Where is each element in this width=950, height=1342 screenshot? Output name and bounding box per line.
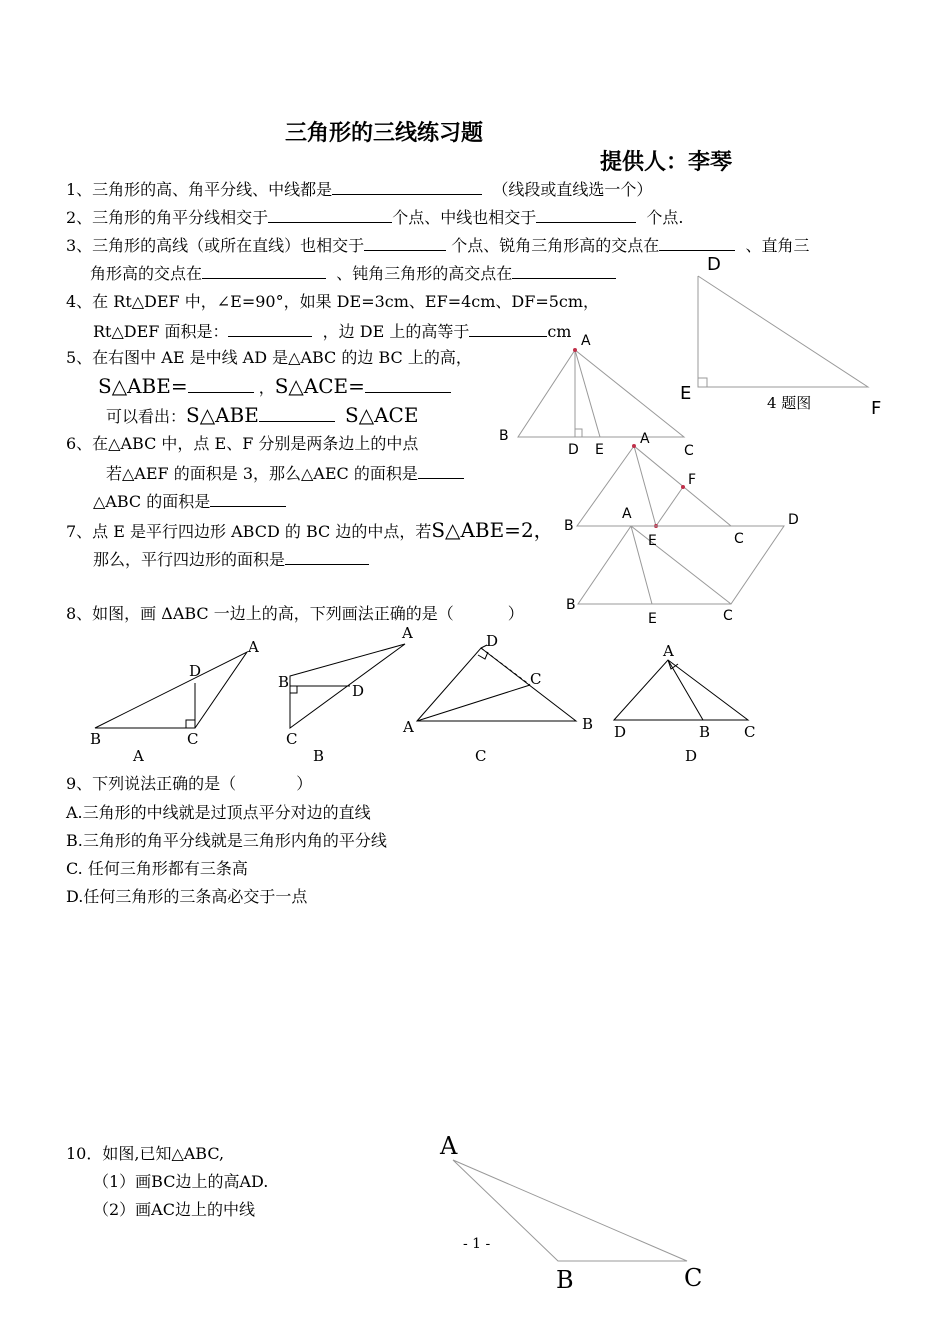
fig8b-caption: B: [313, 747, 325, 765]
q8-part-a: 8、如图，画 ΔABC 一边上的高，下列画法正确的是（: [66, 604, 454, 623]
page-number: - 1 -: [463, 1236, 491, 1252]
fig8c-caption: C: [475, 747, 487, 765]
author-line: 提供人：李琴: [600, 149, 733, 175]
fig8c-label-b: B: [582, 715, 594, 733]
fig4-triangle: [698, 276, 868, 387]
fig10-triangle: [453, 1160, 687, 1261]
page-title: 三角形的三线练习题: [285, 120, 484, 146]
q7-part-b: 那么，平行四边形的面积是: [93, 550, 286, 569]
fig7-label-d: D: [788, 512, 799, 528]
q5-s-abe-2: S△ABE: [186, 403, 259, 427]
fig7-label-b: B: [566, 597, 576, 613]
question-10-line-2: （1）画BC边上的高AD.: [93, 1172, 269, 1191]
q5-s-ace: S△ACE=: [274, 374, 365, 398]
fig6-label-e: E: [648, 533, 657, 549]
q7-s-abe: S△ABE=2，: [431, 518, 554, 542]
fig10-label-c: C: [684, 1264, 703, 1292]
fig7-parallelogram: [578, 526, 784, 604]
fig8d-label-d: D: [614, 723, 627, 741]
q5-part-a: 5、在右图中 AE 是中线 AD 是△ABC 的边 BC 上的高，: [66, 348, 472, 367]
fig8a-label-a: A: [248, 638, 259, 656]
q5-see: 可以看出：: [106, 407, 187, 426]
q9-part-a: 9、下列说法正确的是（: [66, 774, 237, 793]
fig4-label-f: F: [871, 398, 882, 419]
fig8c-triangle: [417, 645, 576, 721]
q3-part-e: 、钝角三角形的高交点在: [336, 264, 513, 283]
fig5-label-b: B: [499, 428, 509, 444]
q1-text: 1、三角形的高、角平分线、中线都是: [66, 180, 333, 199]
q1-tail: （线段或直线选一个）: [492, 180, 653, 199]
q4-part-d: cm: [547, 322, 572, 341]
fig8a-caption: A: [133, 747, 144, 765]
fig8a-triangle: [95, 652, 247, 728]
fig8d-triangle: [614, 660, 748, 720]
fig8d-label-b: B: [699, 723, 711, 741]
fig6-label-a: A: [640, 431, 650, 447]
fig8a-label-c: C: [187, 730, 199, 748]
fig8b-label-b: B: [278, 673, 290, 691]
fig8a-label-d: D: [189, 662, 202, 680]
q4-part-c: ，边 DE 上的高等于: [322, 322, 470, 341]
fig8d-caption: D: [685, 747, 698, 765]
q2-part-c: 个点.: [646, 208, 684, 227]
fig6-triangle: [577, 446, 731, 526]
fig7-label-a: A: [622, 506, 632, 522]
fig10-label-b: B: [556, 1266, 574, 1294]
fig8d-label-c: C: [744, 723, 756, 741]
q3-part-b: 个点、锐角三角形高的交点在: [451, 236, 660, 255]
fig5-label-c: C: [684, 443, 694, 459]
fig8c-label-a: A: [403, 718, 414, 736]
fig5-label-d: D: [568, 442, 579, 458]
q4-part-b: Rt△DEF 面积是：: [93, 322, 229, 341]
q6-part-c: △ABC 的面积是: [93, 492, 211, 511]
fig8d-label-a: A: [663, 642, 674, 660]
fig4-label-e: E: [680, 383, 692, 404]
q9-option-c: C. 任何三角形都有三条高: [66, 859, 248, 878]
fig8a-label-b: B: [90, 730, 102, 748]
fig4-label-d: D: [707, 254, 721, 275]
fig6-label-f: F: [688, 472, 697, 488]
fig5-point-a: [573, 348, 577, 352]
fig5-triangle: [518, 350, 684, 437]
fig6-label-b: B: [564, 518, 574, 534]
q3-part-c: 、直角三: [745, 236, 810, 255]
fig10-label-a: A: [440, 1132, 458, 1160]
q2-part-a: 2、三角形的角平分线相交于: [66, 208, 269, 227]
q6-part-b: 若△AEF 的面积是 3，那么△AEC 的面积是: [106, 464, 418, 483]
q6-part-a: 6、在△ABC 中，点 E、F 分别是两条边上的中点: [66, 434, 419, 453]
fig8b-triangle: [290, 644, 405, 728]
fig5-label-a: A: [581, 333, 591, 349]
q9-part-b: ）: [296, 774, 313, 793]
q5-s-ace-2: S△ACE: [345, 403, 419, 427]
q5-comma: ，: [258, 378, 275, 397]
fig8c-label-c: C: [530, 670, 542, 688]
question-10-line-3: （2）画AC边上的中线: [93, 1200, 255, 1219]
q9-option-a: A.三角形的中线就是过顶点平分对边的直线: [66, 803, 371, 822]
q5-s-abe: S△ABE=: [98, 374, 188, 398]
fig8b-label-d: D: [352, 682, 365, 700]
fig8c-label-d: D: [486, 632, 499, 650]
fig6-label-c: C: [734, 531, 744, 547]
q7-part-a: 7、点 E 是平行四边形 ABCD 的 BC 边的中点，若: [66, 522, 432, 541]
fig6-point-f: [681, 485, 685, 489]
q9-option-b: B.三角形的角平分线就是三角形内角的平分线: [66, 831, 387, 850]
fig7-label-c: C: [723, 608, 733, 624]
q2-part-b: 个点、中线也相交于: [392, 208, 537, 227]
q3-part-a: 3、三角形的高线（或所在直线）也相交于: [66, 236, 365, 255]
fig8b-label-c: C: [286, 730, 298, 748]
fig7-label-e: E: [648, 611, 657, 627]
q9-option-d: D.任何三角形的三条高必交于一点: [66, 887, 308, 906]
fig6-point-a: [632, 444, 636, 448]
fig5-label-e: E: [595, 442, 604, 458]
question-10-line-1: 10．如图,已知△ABC,: [66, 1144, 225, 1163]
q3-part-d: 角形高的交点在: [90, 264, 203, 283]
fig4-caption: 4 题图: [767, 394, 812, 412]
q4-part-a: 4、在 Rt△DEF 中，∠E=90°，如果 DE=3cm、EF=4cm、DF=5cm，: [66, 292, 600, 311]
q8-part-b: ）: [507, 604, 524, 623]
fig8b-label-a: A: [402, 624, 413, 642]
